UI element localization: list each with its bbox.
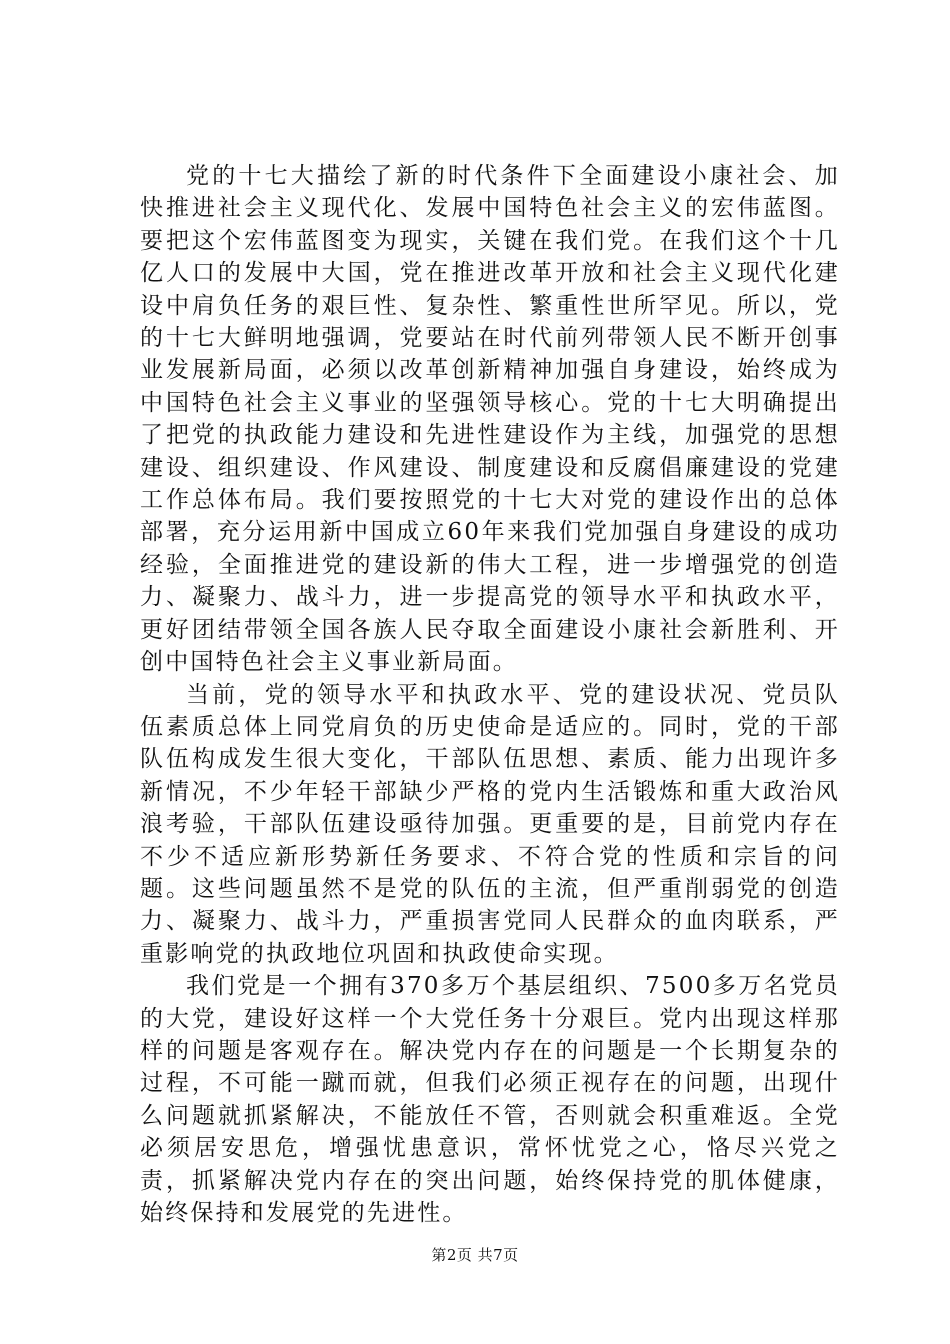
paragraph-3: 我们党是一个拥有370多万个基层组织、7500多万名党员的大党，建设好这样一个大党任务十分艰巨。党内出现这样那样的问题是客观存在。解决党内存在的问题是一个长期复杂的过程，不可能一蹴而就，但我们必须正视存在的问题，出现什么问题就抓紧解决，不能放任不管，否则就会积重难返。全党必须居安思危，增强忧患意识，常怀忧党之心，恪尽兴党之责，抓紧解决党内存在的突出问题，始终保持党的肌体健康，始终保持和发展党的先进性。 — [140, 973, 840, 1226]
paragraph-2: 当前，党的领导水平和执政水平、党的建设状况、党员队伍素质总体上同党肩负的历史使命是适应的。同时，党的干部队伍构成发生很大变化，干部队伍思想、素质、能力出现许多新情况，不少年轻干部缺少严格的党内生活锻炼和重大政治风浪考验，干部队伍建设亟待加强。更重要的是，目前党内存在不少不适应新形势新任务要求、不符合党的性质和宗旨的问题。这些问题虽然不是党的队伍的主流，但严重削弱党的创造力、凝聚力、战斗力，严重损害党同人民群众的血肉联系，严重影响党的执政地位巩固和执政使命实现。 — [140, 681, 840, 967]
page-footer: 第2页 共7页 — [431, 1246, 519, 1264]
document-body — [140, 160, 840, 1229]
paragraph-1: 党的十七大描绘了新的时代条件下全面建设小康社会、加快推进社会主义现代化、发展中国特色社会主义的宏伟蓝图。要把这个宏伟蓝图变为现实，关键在我们党。在我们这个十几亿人口的发展中大国，党在推进改革开放和社会主义现代化建设中肩负任务的艰巨性、复杂性、繁重性世所罕见。所以，党的十七大鲜明地强调，党要站在时代前列带领人民不断开创事业发展新局面，必须以改革创新精神加强自身建设，始终成为中国特色社会主义事业的坚强领导核心。党的十七大明确提出了把党的执政能力建设和先进性建设作为主线，加强党的思想建设、组织建设、作风建设、制度建设和反腐倡廉建设的党建工作总体布局。我们要按照党的十七大对党的建设作出的总体部署，充分运用新中国成立60年来我们党加强自身建设的成功经验，全面推进党的建设新的伟大工程，进一步增强党的创造力、凝聚力、战斗力，进一步提高党的领导水平和执政水平，更好团结带领全国各族人民夺取全面建设小康社会新胜利、开创中国特色社会主义事业新局面。 — [140, 163, 840, 676]
